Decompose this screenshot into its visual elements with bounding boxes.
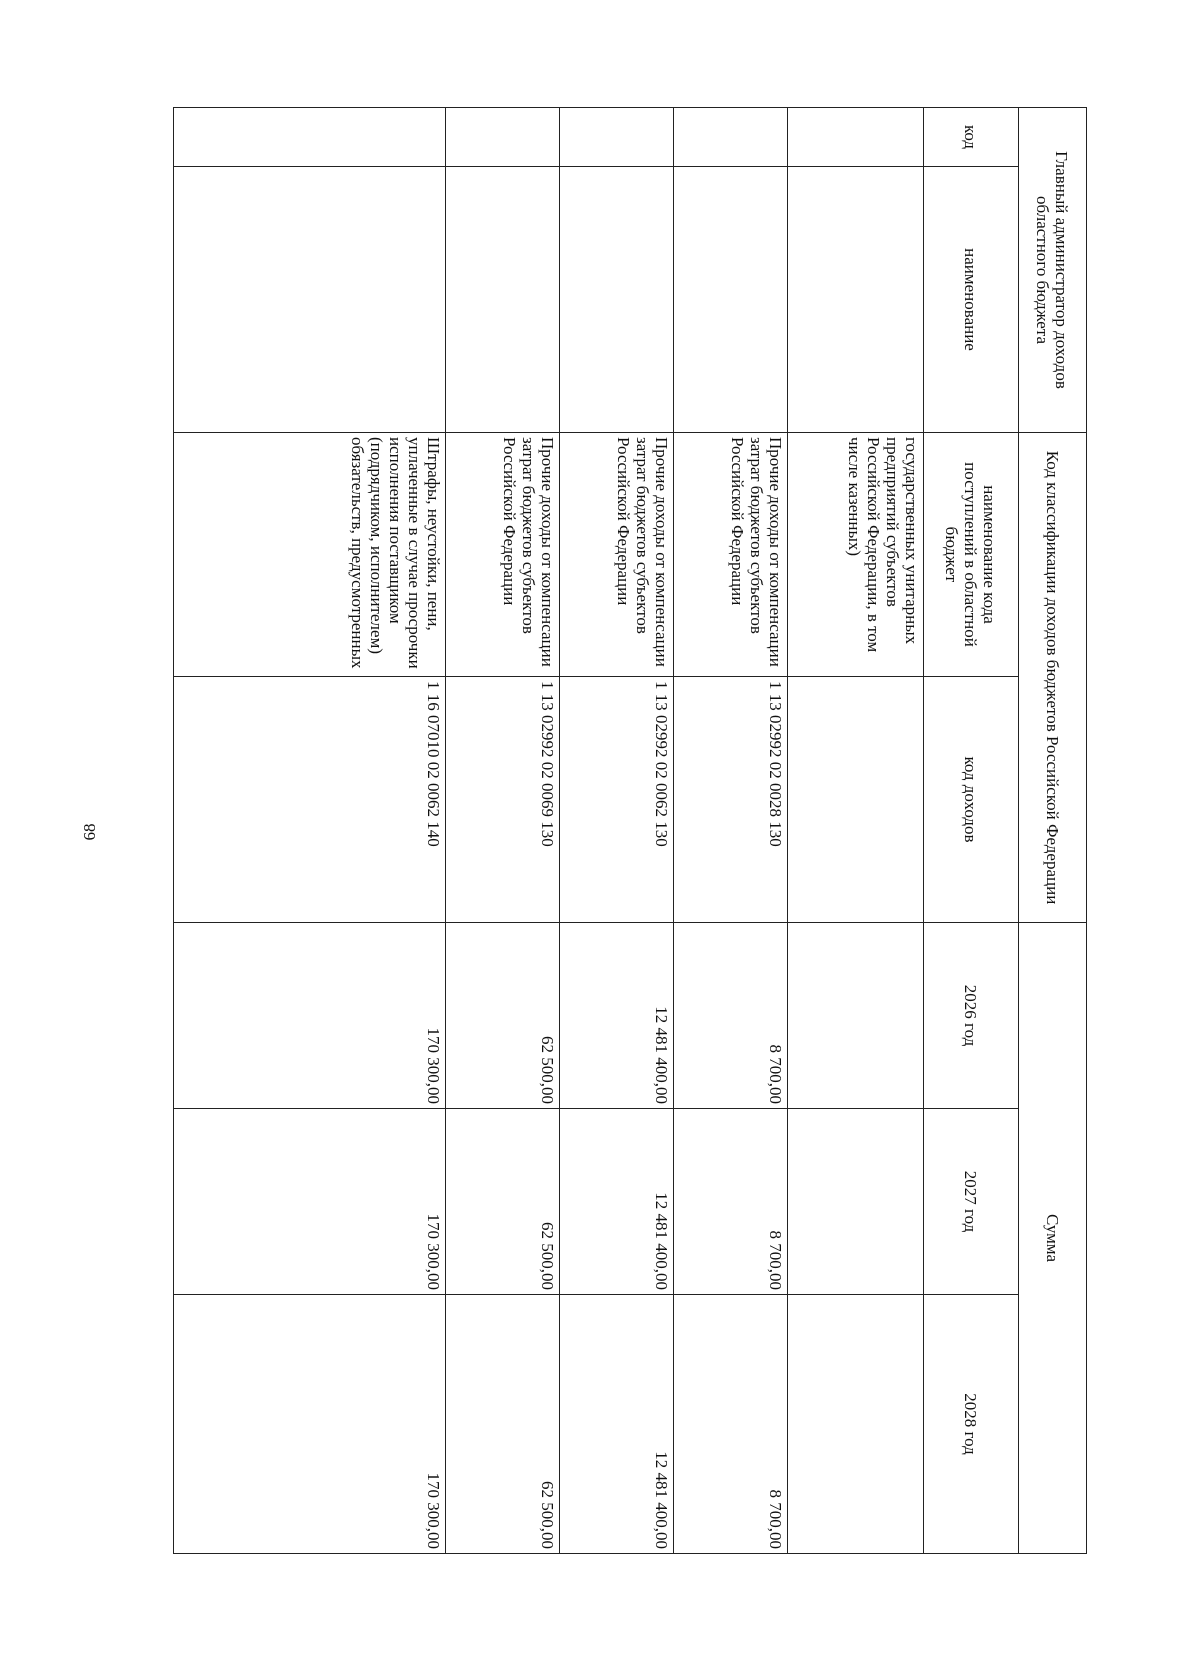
cell-income-code: 1 13 02992 02 0062 130 (560, 677, 674, 923)
cell-2028: 170 300,00 (174, 1295, 446, 1554)
col-header-income-code: код доходов (924, 677, 1019, 923)
budget-revenue-table (173, 107, 1087, 1554)
cell-2027: 12 481 400,00 (560, 1109, 674, 1295)
cell-admin-name (788, 167, 924, 433)
cell-2027: 8 700,00 (674, 1109, 788, 1295)
cell-admin-name (560, 167, 674, 433)
cell-2027: 170 300,00 (174, 1109, 446, 1295)
cell-admin-code (788, 108, 924, 167)
cell-2028 (788, 1295, 924, 1554)
cell-2026: 8 700,00 (674, 923, 788, 1109)
sum-group-header: Сумма (1019, 923, 1087, 1554)
rotated-table-wrapper (174, 107, 1087, 1553)
cell-receipt-name: Штрафы, неустойки, пени, уплаченные в случае просрочки исполнения поставщиком (подрядчиком, исполнителем) обязательств, предусмотренных (174, 433, 446, 677)
table-row (674, 108, 788, 1554)
cell-admin-code (674, 108, 788, 167)
cell-receipt-name: Прочие доходы от компенсации затрат бюджетов субъектов Российской Федерации (674, 433, 788, 677)
cell-2027 (788, 1109, 924, 1295)
cell-2028: 8 700,00 (674, 1295, 788, 1554)
col-header-2027: 2027 год (924, 1109, 1019, 1295)
table-row (788, 108, 924, 1554)
col-header-admin-name: наименование (924, 167, 1019, 433)
cell-2026: 170 300,00 (174, 923, 446, 1109)
col-header-2026: 2026 год (924, 923, 1019, 1109)
cell-2028: 12 481 400,00 (560, 1295, 674, 1554)
table-row (560, 108, 674, 1554)
cell-income-code (788, 677, 924, 923)
cell-receipt-name: государственных унитарных предприятий субъектов Российской Федерации, в том числе казенных) (788, 433, 924, 677)
header-row-groups (1019, 108, 1087, 1554)
cell-income-code: 1 13 02992 02 0069 130 (446, 677, 560, 923)
cell-2028: 62 500,00 (446, 1295, 560, 1554)
code-group-header: Код классификации доходов бюджетов Российской Федерации (1019, 433, 1087, 923)
cell-receipt-name: Прочие доходы от компенсации затрат бюджетов субъектов Российской Федерации (446, 433, 560, 677)
cell-admin-name (174, 167, 446, 433)
header-row-columns (924, 108, 1019, 1554)
cell-income-code: 1 13 02992 02 0028 130 (674, 677, 788, 923)
table-row (174, 108, 446, 1554)
col-header-receipt-name: наименование кода поступлений в областной бюджет (924, 433, 1019, 677)
cell-income-code: 1 16 07010 02 0062 140 (174, 677, 446, 923)
cell-2027: 62 500,00 (446, 1109, 560, 1295)
admin-group-header: Главный администратор доходов областного бюджета (1019, 108, 1087, 433)
col-header-admin-code: код (924, 108, 1019, 167)
cell-2026: 62 500,00 (446, 923, 560, 1109)
cell-admin-code (174, 108, 446, 167)
table-row (446, 108, 560, 1554)
cell-admin-name (674, 167, 788, 433)
cell-admin-name (446, 167, 560, 433)
cell-2026: 12 481 400,00 (560, 923, 674, 1109)
cell-2026 (788, 923, 924, 1109)
cell-receipt-name: Прочие доходы от компенсации затрат бюджетов субъектов Российской Федерации (560, 433, 674, 677)
cell-admin-code (446, 108, 560, 167)
page-number: 68 (80, 823, 99, 841)
col-header-2028: 2028 год (924, 1295, 1019, 1554)
cell-admin-code (560, 108, 674, 167)
